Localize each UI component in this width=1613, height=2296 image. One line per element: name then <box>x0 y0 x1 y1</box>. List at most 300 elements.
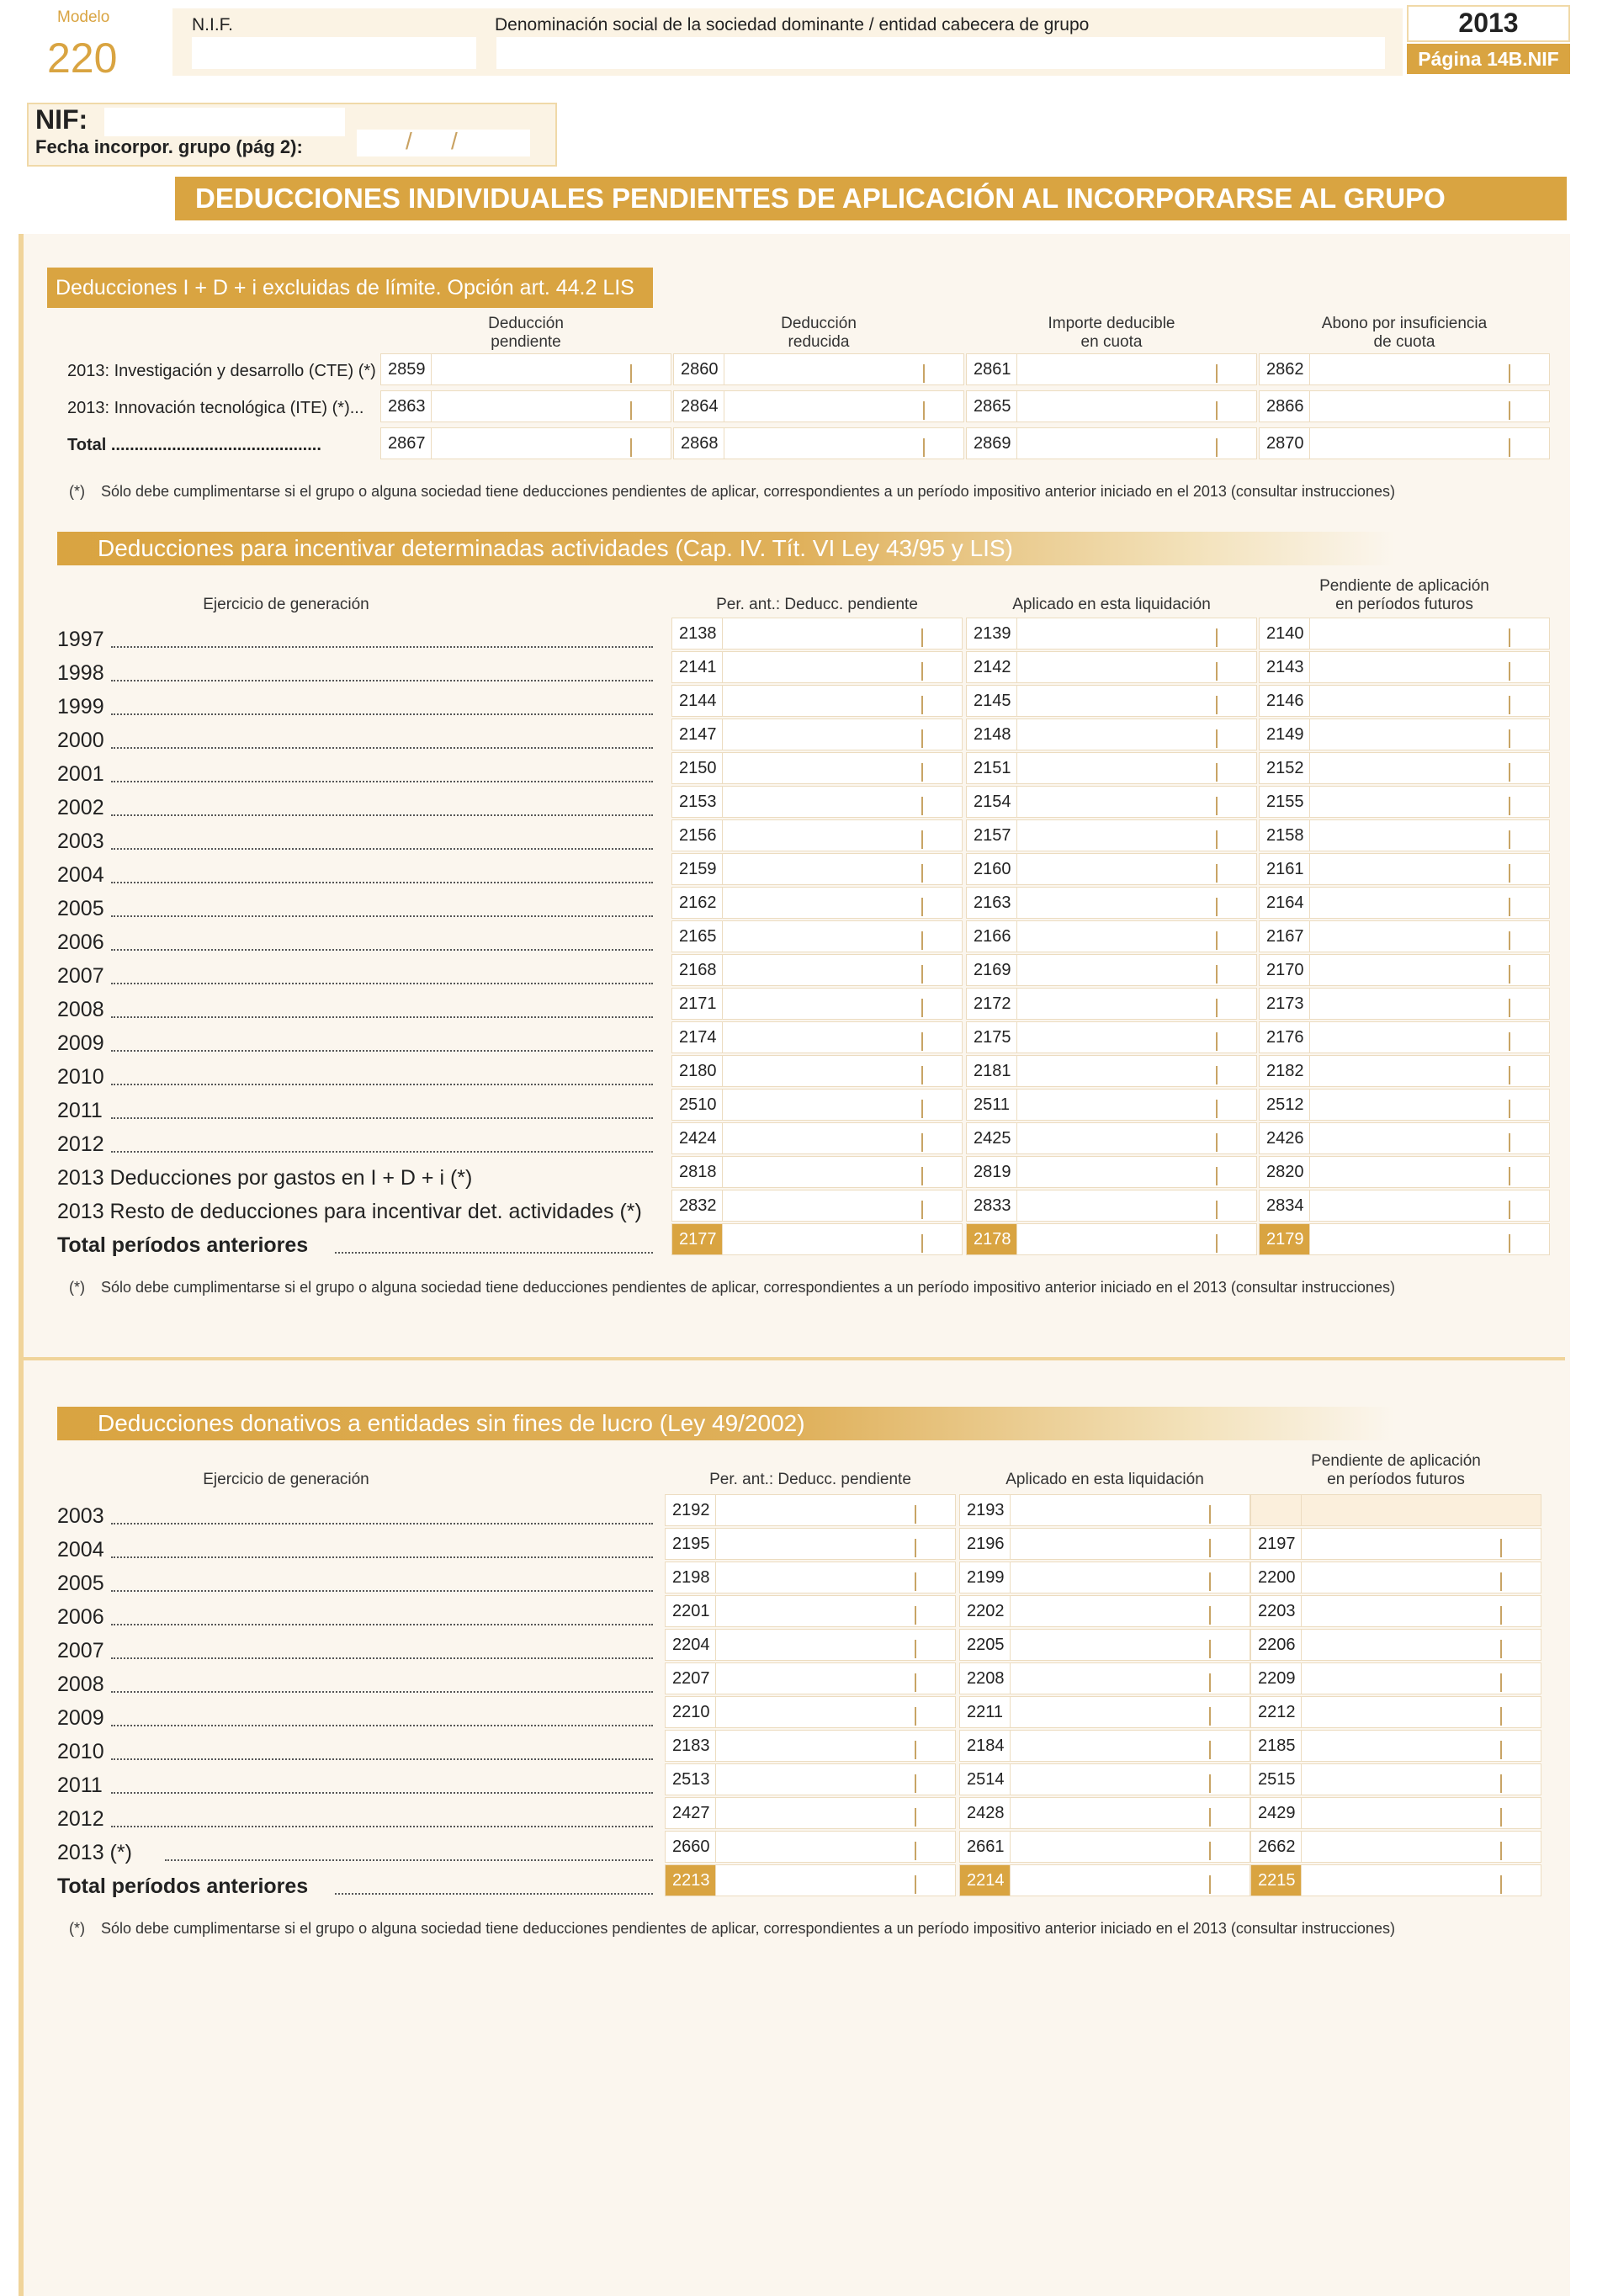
amount-input[interactable] <box>1302 1529 1541 1559</box>
amount-input[interactable] <box>1302 1562 1541 1593</box>
row-label: 2002 <box>57 796 104 819</box>
amount-input[interactable] <box>716 1798 955 1828</box>
amount-field[interactable] <box>671 618 963 650</box>
amount-input[interactable] <box>716 1562 955 1593</box>
amount-field[interactable] <box>1259 786 1550 818</box>
amount-field[interactable] <box>959 1662 1250 1694</box>
date-separator: / <box>451 128 458 154</box>
dot-leader <box>111 1590 653 1592</box>
amount-field[interactable] <box>1259 1223 1550 1255</box>
amount-field[interactable] <box>959 1494 1250 1526</box>
amount-field[interactable] <box>966 988 1257 1020</box>
amount-input[interactable] <box>1310 820 1549 851</box>
amount-input[interactable] <box>1310 618 1549 649</box>
row-label: Total ............................................. <box>67 436 321 454</box>
dot-leader <box>111 1725 653 1726</box>
amount-field[interactable] <box>671 1156 963 1188</box>
amount-input[interactable] <box>1310 686 1549 716</box>
dot-leader <box>111 814 653 816</box>
year: 2013 <box>1458 8 1519 38</box>
amount-field[interactable] <box>1250 1562 1541 1593</box>
amount-input[interactable] <box>432 391 671 422</box>
amount-field[interactable] <box>1250 1528 1541 1560</box>
amount-input[interactable] <box>1011 1731 1250 1761</box>
amount-field[interactable] <box>1259 1021 1550 1053</box>
amount-input[interactable] <box>1302 1764 1541 1795</box>
amount-input[interactable] <box>723 820 962 851</box>
dot-leader <box>111 1758 653 1760</box>
fecha-input[interactable] <box>357 130 530 156</box>
amount-input[interactable] <box>716 1529 955 1559</box>
amount-input[interactable] <box>1310 1123 1549 1153</box>
box-code: 2867 <box>381 428 432 459</box>
amount-input[interactable] <box>1011 1529 1250 1559</box>
box-code: 2160 <box>967 854 1017 884</box>
amount-field[interactable] <box>1259 853 1550 885</box>
amount-field[interactable] <box>665 1528 956 1560</box>
amount-field[interactable] <box>671 786 963 818</box>
amount-input[interactable] <box>1310 652 1549 682</box>
row-label: 2004 <box>57 1538 104 1562</box>
amount-field[interactable] <box>1259 1055 1550 1087</box>
dot-leader <box>111 1117 653 1119</box>
amount-input[interactable] <box>723 1056 962 1086</box>
amount-input[interactable] <box>1310 888 1549 918</box>
amount-field[interactable] <box>1250 1696 1541 1728</box>
amount-field[interactable] <box>671 988 963 1020</box>
amount-field[interactable] <box>966 618 1257 650</box>
amount-field[interactable] <box>1259 954 1550 986</box>
amount-field[interactable] <box>966 819 1257 851</box>
amount-input[interactable] <box>1017 1157 1256 1187</box>
decimal-mark <box>1216 763 1218 782</box>
box-code: 2157 <box>967 820 1017 851</box>
box-code: 2151 <box>967 753 1017 783</box>
amount-input[interactable] <box>1017 1123 1256 1153</box>
amount-field[interactable] <box>671 651 963 683</box>
amount-field[interactable] <box>959 1528 1250 1560</box>
amount-input[interactable] <box>1302 1798 1541 1828</box>
amount-field[interactable] <box>665 1662 956 1694</box>
box-code: 2163 <box>967 888 1017 918</box>
box-code: 2861 <box>967 354 1017 384</box>
amount-input[interactable] <box>723 1022 962 1053</box>
amount-field[interactable] <box>671 887 963 919</box>
column-header: Pendiente de aplicación en períodos futuros <box>1319 577 1489 613</box>
box-code: 2197 <box>1251 1529 1302 1559</box>
amount-field[interactable] <box>966 353 1257 385</box>
amount-field[interactable] <box>959 1562 1250 1593</box>
box-code: 2164 <box>1260 888 1310 918</box>
dot-leader <box>111 1523 653 1524</box>
decimal-mark <box>1500 1640 1502 1658</box>
box-code: 2199 <box>960 1562 1011 1593</box>
box-code: 2147 <box>672 719 723 750</box>
amount-field[interactable] <box>671 920 963 952</box>
amount-field[interactable] <box>966 920 1257 952</box>
decimal-mark <box>915 1808 916 1827</box>
decimal-mark <box>1216 1032 1218 1051</box>
amount-input[interactable] <box>1302 1832 1541 1862</box>
decimal-mark <box>1216 898 1218 916</box>
row-label: 2008 <box>57 1673 104 1696</box>
amount-field[interactable] <box>671 819 963 851</box>
amount-input[interactable] <box>1310 354 1549 384</box>
row-label: 2012 <box>57 1807 104 1831</box>
amount-field[interactable] <box>959 1696 1250 1728</box>
amount-field[interactable] <box>673 390 964 422</box>
amount-input[interactable] <box>716 1663 955 1694</box>
row-label: 2011 <box>57 1774 103 1797</box>
amount-input[interactable] <box>1310 1224 1549 1254</box>
amount-field[interactable] <box>380 353 671 385</box>
amount-field[interactable] <box>671 718 963 750</box>
denominacion-input[interactable] <box>496 37 1385 69</box>
amount-field[interactable] <box>665 1730 956 1762</box>
amount-field[interactable] <box>1259 718 1550 750</box>
amount-input[interactable] <box>1017 1056 1256 1086</box>
amount-field[interactable] <box>966 718 1257 750</box>
amount-input[interactable] <box>1017 618 1256 649</box>
box-code: 2865 <box>967 391 1017 422</box>
decimal-mark <box>1216 438 1218 457</box>
amount-input[interactable] <box>723 921 962 952</box>
amount-input[interactable] <box>723 686 962 716</box>
box-code: 2150 <box>672 753 723 783</box>
amount-input[interactable] <box>1011 1630 1250 1660</box>
amount-input[interactable] <box>716 1731 955 1761</box>
box-code: 2214 <box>960 1865 1011 1896</box>
decimal-mark <box>921 898 923 916</box>
amount-field[interactable] <box>966 685 1257 717</box>
amount-input[interactable] <box>1310 391 1549 422</box>
amount-input[interactable] <box>1310 1190 1549 1221</box>
amount-input[interactable] <box>1302 1697 1541 1727</box>
amount-field[interactable] <box>1250 1831 1541 1863</box>
amount-field[interactable] <box>959 1831 1250 1863</box>
nif-input[interactable] <box>192 37 476 69</box>
amount-field[interactable] <box>665 1629 956 1661</box>
decimal-mark <box>1216 628 1218 647</box>
amount-field[interactable] <box>671 1190 963 1222</box>
amount-input[interactable] <box>1310 955 1549 985</box>
amount-field[interactable] <box>1250 1797 1541 1829</box>
amount-field[interactable] <box>665 1831 956 1863</box>
box-code: 2208 <box>960 1663 1011 1694</box>
amount-input[interactable] <box>1017 719 1256 750</box>
decimal-mark <box>1216 1133 1218 1152</box>
amount-field[interactable] <box>1259 920 1550 952</box>
amount-field[interactable] <box>1259 427 1550 459</box>
amount-input[interactable] <box>723 1090 962 1120</box>
box-code: 2156 <box>672 820 723 851</box>
nif-label: N.I.F. <box>192 15 234 34</box>
amount-input[interactable] <box>1011 1495 1250 1525</box>
amount-input[interactable] <box>1011 1663 1250 1694</box>
amount-field[interactable] <box>1259 887 1550 919</box>
amount-field <box>1250 1494 1541 1526</box>
amount-field[interactable] <box>966 1021 1257 1053</box>
amount-input[interactable] <box>724 354 963 384</box>
amount-input[interactable] <box>1017 787 1256 817</box>
amount-field[interactable] <box>1259 685 1550 717</box>
decimal-mark <box>921 830 923 849</box>
amount-input[interactable] <box>1011 1764 1250 1795</box>
decimal-mark <box>1209 1640 1211 1658</box>
amount-input[interactable] <box>1017 921 1256 952</box>
decimal-mark <box>1216 931 1218 950</box>
amount-field[interactable] <box>966 1122 1257 1154</box>
decimal-mark <box>1209 1875 1211 1894</box>
amount-input[interactable] <box>1310 753 1549 783</box>
amount-field[interactable] <box>966 1190 1257 1222</box>
amount-input[interactable] <box>723 989 962 1019</box>
amount-field[interactable] <box>1259 1190 1550 1222</box>
amount-field[interactable] <box>665 1864 956 1896</box>
amount-field[interactable] <box>671 1055 963 1087</box>
amount-field[interactable] <box>665 1763 956 1795</box>
amount-field[interactable] <box>966 1089 1257 1121</box>
decimal-mark <box>921 763 923 782</box>
decimal-mark <box>1209 1673 1211 1692</box>
amount-input[interactable] <box>1310 1056 1549 1086</box>
amount-input[interactable] <box>1017 1090 1256 1120</box>
amount-input[interactable] <box>1011 1865 1250 1896</box>
amount-field[interactable] <box>665 1696 956 1728</box>
amount-field[interactable] <box>1259 1122 1550 1154</box>
decimal-mark <box>915 1640 916 1658</box>
amount-field[interactable] <box>671 1122 963 1154</box>
amount-input[interactable] <box>1017 888 1256 918</box>
amount-input[interactable] <box>716 1495 955 1525</box>
amount-field[interactable] <box>1259 353 1550 385</box>
amount-field[interactable] <box>1250 1629 1541 1661</box>
dot-leader <box>111 1657 653 1659</box>
amount-field[interactable] <box>671 752 963 784</box>
amount-field[interactable] <box>380 390 671 422</box>
amount-input[interactable] <box>716 1764 955 1795</box>
amount-input[interactable] <box>1017 820 1256 851</box>
amount-input[interactable] <box>1017 391 1256 422</box>
amount-input[interactable] <box>1310 719 1549 750</box>
amount-input[interactable] <box>1302 1596 1541 1626</box>
column-header: Per. ant.: Deducc. pendiente <box>709 1471 911 1488</box>
amount-input[interactable] <box>716 1630 955 1660</box>
amount-field[interactable] <box>1259 1156 1550 1188</box>
amount-input[interactable] <box>1017 753 1256 783</box>
decimal-mark <box>921 1133 923 1152</box>
amount-input[interactable] <box>723 1157 962 1187</box>
amount-field[interactable] <box>1250 1595 1541 1627</box>
amount-input[interactable] <box>1011 1596 1250 1626</box>
amount-input[interactable] <box>1310 854 1549 884</box>
box-code: 2202 <box>960 1596 1011 1626</box>
amount-input[interactable] <box>1302 1663 1541 1694</box>
box-code: 2862 <box>1260 354 1310 384</box>
amount-field[interactable] <box>665 1562 956 1593</box>
amount-field[interactable] <box>671 685 963 717</box>
amount-input[interactable] <box>1017 1224 1256 1254</box>
amount-field[interactable] <box>966 427 1257 459</box>
box-code: 2143 <box>1260 652 1310 682</box>
box-code: 2192 <box>666 1495 716 1525</box>
amount-field[interactable] <box>1259 752 1550 784</box>
amount-input[interactable] <box>1011 1697 1250 1727</box>
amount-field[interactable] <box>966 390 1257 422</box>
amount-input[interactable] <box>723 618 962 649</box>
decimal-mark <box>1216 864 1218 883</box>
amount-input[interactable] <box>1310 1157 1549 1187</box>
amount-input[interactable] <box>1017 428 1256 459</box>
dot-leader <box>111 1016 653 1018</box>
amount-input[interactable] <box>1302 1630 1541 1660</box>
amount-input[interactable] <box>1302 1865 1541 1896</box>
decimal-mark <box>1216 1234 1218 1253</box>
row-label: 2013 Deducciones por gastos en I + D + i (*) <box>57 1166 473 1190</box>
amount-input[interactable] <box>1017 989 1256 1019</box>
amount-field[interactable] <box>1250 1763 1541 1795</box>
decimal-mark <box>915 1875 916 1894</box>
decimal-mark <box>1509 1167 1510 1185</box>
amount-field[interactable] <box>1259 988 1550 1020</box>
amount-input[interactable] <box>723 1224 962 1254</box>
amount-input[interactable] <box>716 1832 955 1862</box>
decimal-mark <box>921 1100 923 1118</box>
amount-input[interactable] <box>1017 955 1256 985</box>
amount-field[interactable] <box>671 1089 963 1121</box>
decimal-mark <box>1216 696 1218 714</box>
amount-input[interactable] <box>724 428 963 459</box>
amount-input[interactable] <box>723 888 962 918</box>
amount-input[interactable] <box>723 652 962 682</box>
amount-field[interactable] <box>1250 1730 1541 1762</box>
amount-field[interactable] <box>959 1595 1250 1627</box>
amount-input[interactable] <box>723 854 962 884</box>
box-code: 2140 <box>1260 618 1310 649</box>
amount-field[interactable] <box>1259 618 1550 650</box>
amount-field[interactable] <box>673 427 964 459</box>
amount-input[interactable] <box>1310 428 1549 459</box>
box-code: 2429 <box>1251 1798 1302 1828</box>
amount-field[interactable] <box>380 427 671 459</box>
amount-field[interactable] <box>665 1595 956 1627</box>
amount-input[interactable] <box>1310 989 1549 1019</box>
amount-input[interactable] <box>1310 1090 1549 1120</box>
amount-input[interactable] <box>724 391 963 422</box>
amount-field[interactable] <box>1250 1662 1541 1694</box>
amount-field[interactable] <box>671 954 963 986</box>
amount-field[interactable] <box>673 353 964 385</box>
amount-field[interactable] <box>966 651 1257 683</box>
dot-leader <box>111 680 653 681</box>
amount-input[interactable] <box>432 354 671 384</box>
amount-field[interactable] <box>966 954 1257 986</box>
decimal-mark <box>1500 1741 1502 1759</box>
amount-field[interactable] <box>671 853 963 885</box>
amount-field[interactable] <box>959 1763 1250 1795</box>
decimal-mark <box>1509 729 1510 748</box>
amount-input[interactable] <box>1017 1022 1256 1053</box>
amount-field[interactable] <box>665 1797 956 1829</box>
amount-field[interactable] <box>966 1156 1257 1188</box>
amount-field[interactable] <box>1259 390 1550 422</box>
amount-field[interactable] <box>959 1797 1250 1829</box>
dot-leader <box>111 949 653 951</box>
amount-field[interactable] <box>959 1864 1250 1896</box>
amount-input[interactable] <box>723 719 962 750</box>
amount-field[interactable] <box>671 1021 963 1053</box>
amount-input[interactable] <box>723 787 962 817</box>
amount-field[interactable] <box>966 1055 1257 1087</box>
box-code: 2169 <box>967 955 1017 985</box>
amount-input[interactable] <box>432 428 671 459</box>
box-code: 2514 <box>960 1764 1011 1795</box>
box-code: 2515 <box>1251 1764 1302 1795</box>
amount-input[interactable] <box>1017 354 1256 384</box>
amount-input[interactable] <box>1011 1562 1250 1593</box>
amount-input[interactable] <box>1310 787 1549 817</box>
box-code: 2425 <box>967 1123 1017 1153</box>
amount-input[interactable] <box>1310 1022 1549 1053</box>
amount-field[interactable] <box>1259 651 1550 683</box>
amount-input[interactable] <box>1011 1832 1250 1862</box>
amount-input[interactable] <box>1302 1731 1541 1761</box>
amount-field[interactable] <box>966 786 1257 818</box>
amount-input[interactable] <box>716 1697 955 1727</box>
dot-leader <box>111 983 653 984</box>
amount-field[interactable] <box>959 1730 1250 1762</box>
decimal-mark <box>1509 1234 1510 1253</box>
decimal-mark <box>1209 1707 1211 1726</box>
amount-input[interactable] <box>723 1123 962 1153</box>
amount-field[interactable] <box>966 752 1257 784</box>
page-number: Página 14B.NIF <box>1407 44 1570 74</box>
amount-input[interactable] <box>1017 652 1256 682</box>
box-code: 2148 <box>967 719 1017 750</box>
decimal-mark <box>1500 1572 1502 1591</box>
amount-input[interactable] <box>723 955 962 985</box>
amount-field[interactable] <box>966 887 1257 919</box>
decimal-mark <box>915 1673 916 1692</box>
amount-field[interactable] <box>966 1223 1257 1255</box>
amount-input[interactable] <box>716 1596 955 1626</box>
amount-input[interactable] <box>723 1190 962 1221</box>
amount-input[interactable] <box>1011 1798 1250 1828</box>
section-title: Deducciones I + D + i excluidas de límite. Opción art. 44.2 LIS <box>47 268 653 308</box>
amount-input[interactable] <box>1017 686 1256 716</box>
amount-input[interactable] <box>1017 854 1256 884</box>
row-label: 2012 <box>57 1132 104 1156</box>
amount-input[interactable] <box>1017 1190 1256 1221</box>
amount-field[interactable] <box>665 1494 956 1526</box>
amount-input[interactable] <box>716 1865 955 1896</box>
amount-field[interactable] <box>671 1223 963 1255</box>
box-code: 2204 <box>666 1630 716 1660</box>
amount-input[interactable] <box>723 753 962 783</box>
amount-field[interactable] <box>1250 1864 1541 1896</box>
amount-field[interactable] <box>966 853 1257 885</box>
amount-field[interactable] <box>1259 1089 1550 1121</box>
decimal-mark <box>1509 1100 1510 1118</box>
amount-input[interactable] <box>1310 921 1549 952</box>
amount-field[interactable] <box>1259 819 1550 851</box>
box-code: 2144 <box>672 686 723 716</box>
decimal-mark <box>1509 898 1510 916</box>
box-code: 2868 <box>674 428 724 459</box>
amount-field[interactable] <box>959 1629 1250 1661</box>
row-label: 2007 <box>57 1639 104 1662</box>
id-nif-input[interactable] <box>104 108 345 136</box>
